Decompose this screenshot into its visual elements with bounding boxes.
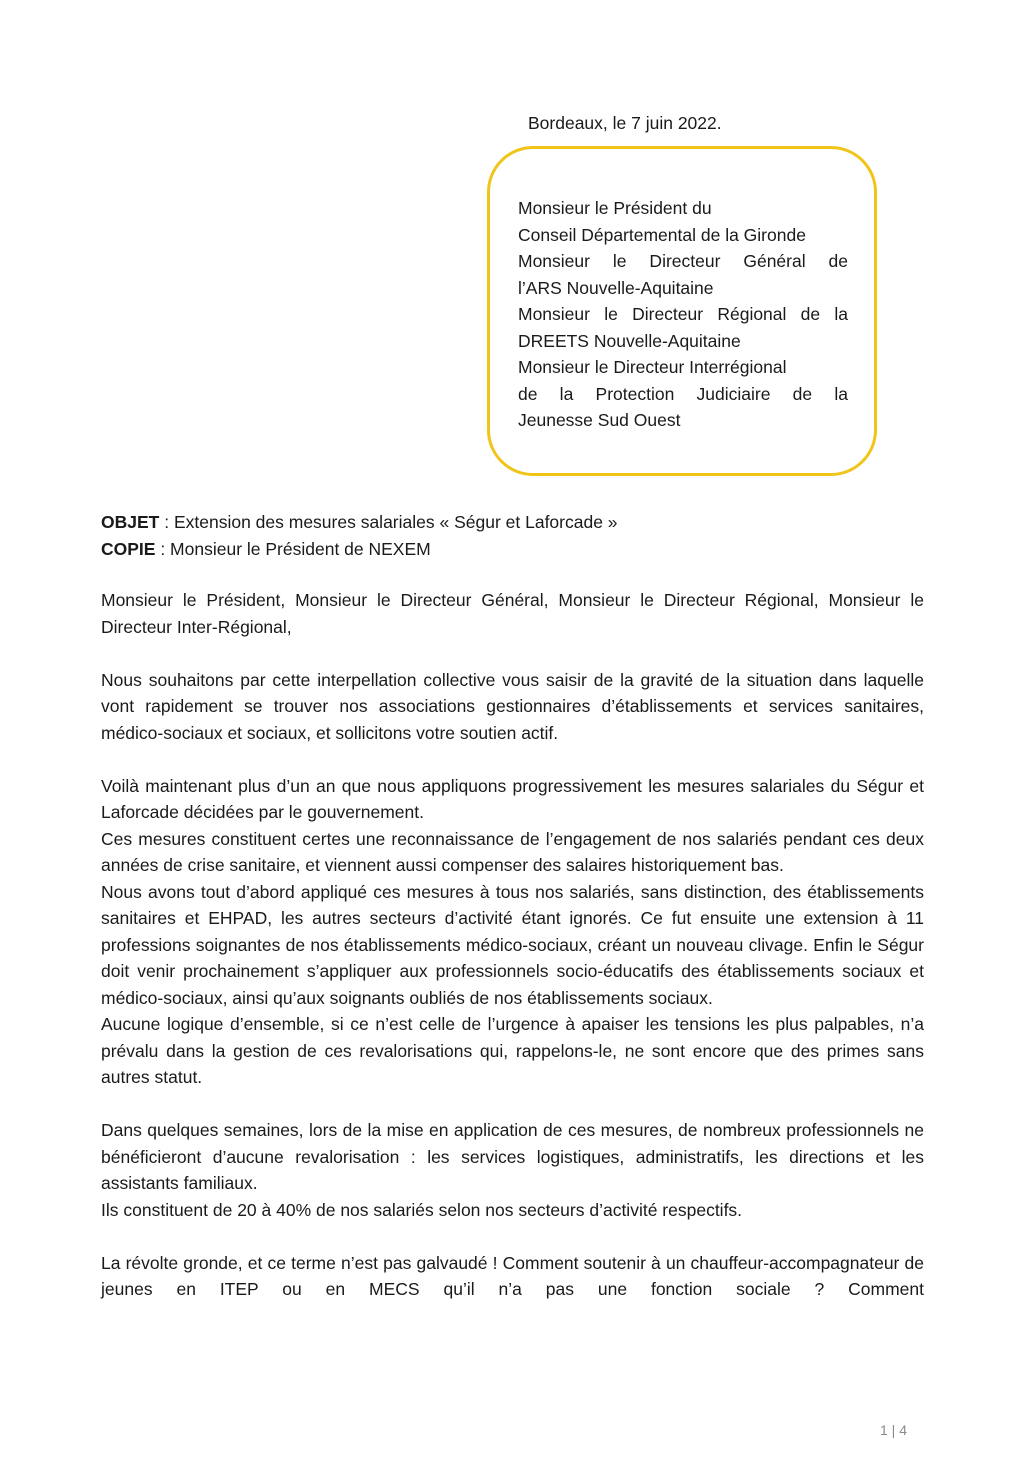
paragraph: Nous souhaitons par cette interpellation collective vous saisir de la gravité de la situation dans laquelle vont rapidement se trouver nos associations gestionnaires d’établissements et services sanitaires, médico-sociaux et sociaux, et sollicitons votre soutien actif. xyxy=(101,669,924,743)
paragraph: Voilà maintenant plus d’un an que nous appliquons progressivement les mesures salariales du Ségur et Laforcade décidées par le gouvernement. xyxy=(101,775,924,822)
paragraph: La révolte gronde, et ce terme n’est pas galvaudé ! Comment soutenir à un chauffeur-accompagnateur de jeunes en ITEP ou en MECS qu’il n’a pas une fonction sociale ? Comment xyxy=(101,1252,924,1299)
recipient-line: Monsieur le Directeur Régional de la xyxy=(518,304,848,324)
recipient-block xyxy=(518,195,848,434)
objet-text: : Extension des mesures salariales « Ségur et Laforcade » xyxy=(159,512,618,532)
objet-label: OBJET xyxy=(101,512,160,532)
recipient-line: Monsieur le Directeur Interrégional xyxy=(518,357,787,377)
recipient-line: l’ARS Nouvelle-Aquitaine xyxy=(518,277,714,298)
recipient-line: de la Protection Judiciaire de la xyxy=(518,383,848,404)
paragraph: Ils constituent de 20 à 40% de nos salariés selon nos secteurs d’activité respectifs. xyxy=(101,1199,743,1220)
recipient-line: Conseil Départemental de la Gironde xyxy=(518,224,806,245)
letter-body xyxy=(101,587,924,1303)
copie-text: : Monsieur le Président de NEXEM xyxy=(155,538,431,559)
paragraph: Nous avons tout d’abord appliqué ces mesures à tous nos salariés, sans distinction, des établissements sanitaires et EHPAD, les autres secteurs d’activité étant ignorés. Ce fut ensuite une extension à 11 professions soignantes de nos établissements médico-sociaux, créant un nouveau clivage. Enfin le Ségur doit venir prochainement s’appliquer aux professionnels socio-éducatifs des établissements sociaux et médico-sociaux, ainsi qu’aux soignants oubliés de nos établissements sociaux. xyxy=(101,881,924,1008)
paragraph: Aucune logique d’ensemble, si ce n’est celle de l’urgence à apaiser les tensions les plus palpables, n’a prévalu dans la gestion de ces revalorisations qui, rappelons-le, ne sont encore que des primes sans autres statut. xyxy=(101,1014,924,1087)
salutation: Monsieur le Président, Monsieur le Directeur Général, Monsieur le Directeur Régional, Monsieur le Directeur Inter-Régional, xyxy=(101,590,924,637)
recipient-line: Monsieur le Président du xyxy=(518,198,712,218)
subject-block xyxy=(101,509,618,562)
recipient-line: Monsieur le Directeur Général de xyxy=(518,251,848,271)
paragraph: Ces mesures constituent certes une reconnaissance de l’engagement de nos salariés pendant ces deux années de crise sanitaire, et viennent aussi compenser des salaires historiquement bas. xyxy=(101,828,924,875)
paragraph: Dans quelques semaines, lors de la mise en application de ces mesures, de nombreux professionnels ne bénéficieront d’aucune revalorisation : les services logistiques, administratifs, les directions et les assistants familiaux. xyxy=(101,1120,924,1193)
page-number: 1 | 4 xyxy=(880,1422,907,1438)
objet-line xyxy=(101,509,618,536)
recipient-line: Jeunesse Sud Ouest xyxy=(518,410,681,430)
date-line: Bordeaux, le 7 juin 2022. xyxy=(528,113,722,133)
copie-label: COPIE xyxy=(101,538,156,559)
copie-line xyxy=(101,536,618,563)
recipient-line: DREETS Nouvelle-Aquitaine xyxy=(518,330,741,351)
